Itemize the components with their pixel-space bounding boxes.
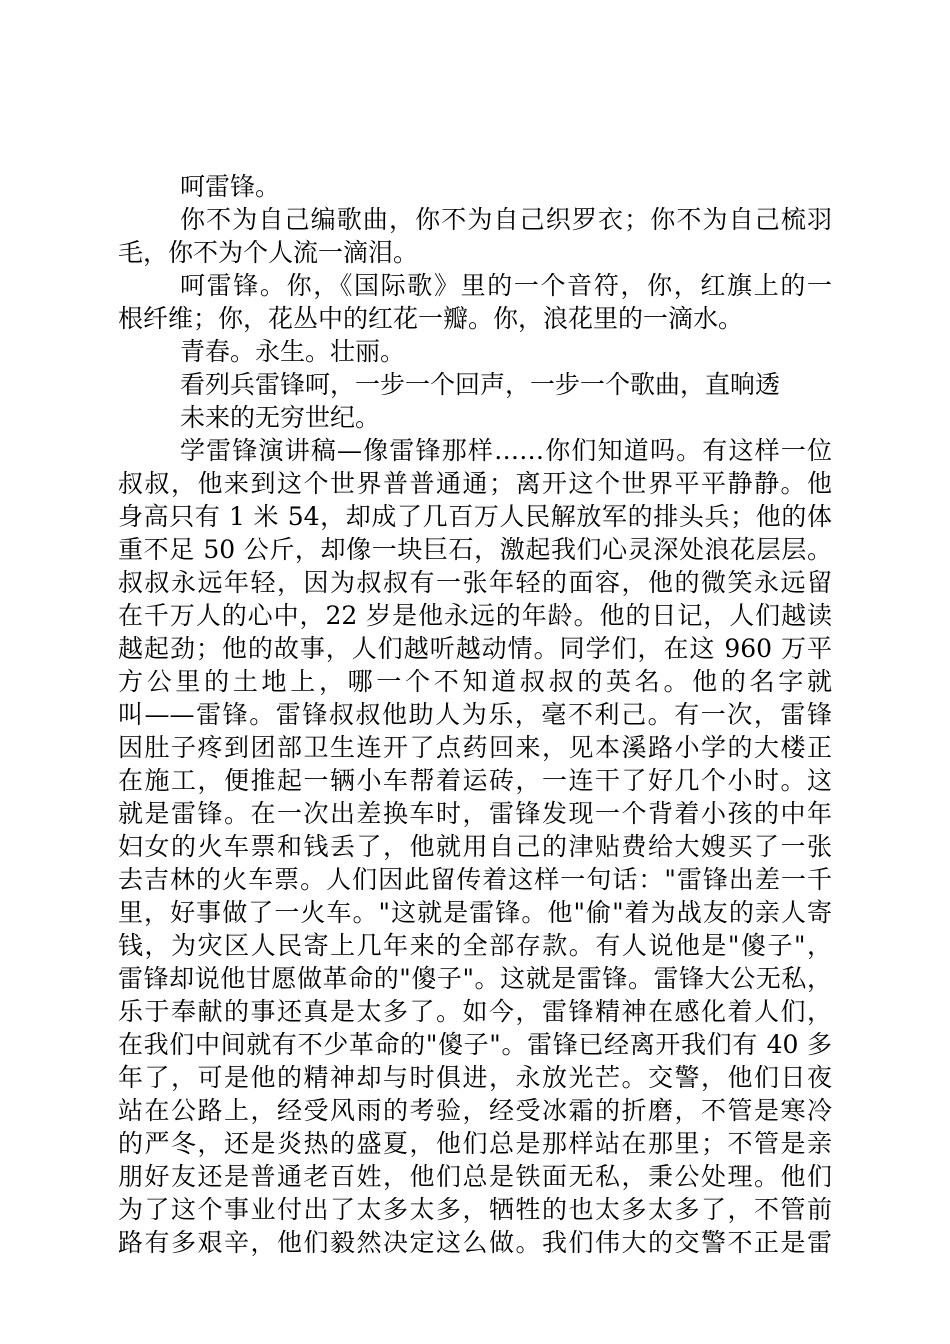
paragraph-line: 去吉林的火车票。人们因此留传着这样一句话："雷锋出差一千	[118, 865, 832, 894]
paragraph-line: 叔叔，他来到这个世界普普通通；离开这个世界平平静静。他	[118, 469, 832, 498]
paragraph-line: 越起劲；他的故事，人们越听越动情。同学们，在这 960 万平	[118, 634, 832, 663]
paragraph-line: 叔叔永远年轻，因为叔叔有一张年轻的面容，他的微笑永远留	[118, 568, 832, 597]
paragraph-line: 妇女的火车票和钱丢了，他就用自己的津贴费给大嫂买了一张	[118, 832, 832, 861]
paragraph-line: 青春。永生。壮丽。	[180, 337, 406, 366]
paragraph-line: 的严冬，还是炎热的盛夏，他们总是那样站在那里；不管是亲	[118, 1129, 832, 1158]
paragraph-line: 未来的无穷世纪。	[180, 403, 381, 432]
paragraph-line: 站在公路上，经受风雨的考验，经受冰霜的折磨，不管是寒冷	[118, 1096, 832, 1125]
paragraph-line: 根纤维；你，花丛中的红花一瓣。你，浪花里的一滴水。	[118, 304, 744, 333]
document-body	[118, 170, 832, 1259]
paragraph-line: 叫——雷锋。雷锋叔叔他助人为乐，毫不利己。有一次，雷锋	[118, 700, 832, 729]
paragraph-line: 重不足 50 公斤，却像一块巨石，激起我们心灵深处浪花层层。	[118, 535, 832, 564]
paragraph-line: 钱，为灾区人民寄上几年来的全部存款。有人说他是"傻子"，	[118, 931, 832, 960]
paragraph-line: 你不为自己编歌曲，你不为自己织罗衣；你不为自己梳羽	[180, 205, 832, 234]
paragraph-line: 方公里的土地上，哪一个不知道叔叔的英名。他的名字就	[118, 667, 832, 696]
paragraph-line: 路有多艰辛，他们毅然决定这么做。我们伟大的交警不正是雷	[118, 1228, 832, 1257]
paragraph-line: 因肚子疼到团部卫生连开了点药回来，见本溪路小学的大楼正	[118, 733, 832, 762]
paragraph-line: 乐于奉献的事还真是太多了。如今，雷锋精神在感化着人们，	[118, 997, 832, 1026]
paragraph-line: 呵雷锋。你，《国际歌》里的一个音符，你，红旗上的一	[180, 271, 832, 300]
paragraph-line: 在千万人的心中，22 岁是他永远的年龄。他的日记，人们越读	[118, 601, 832, 630]
paragraph-line: 朋好友还是普通老百姓，他们总是铁面无私，秉公处理。他们	[118, 1162, 832, 1191]
paragraph-line: 为了这个事业付出了太多太多，牺牲的也太多太多了，不管前	[118, 1195, 832, 1224]
paragraph-line: 毛，你不为个人流一滴泪。	[118, 238, 419, 267]
paragraph-line: 就是雷锋。在一次出差换车时，雷锋发现一个背着小孩的中年	[118, 799, 832, 828]
paragraph-line: 呵雷锋。	[180, 172, 281, 201]
paragraph-line: 年了，可是他的精神却与时俱进，永放光芒。交警，他们日夜	[118, 1063, 832, 1092]
paragraph-line: 学雷锋演讲稿—像雷锋那样……你们知道吗。有这样一位	[180, 436, 832, 465]
paragraph-line: 看列兵雷锋呵，一步一个回声，一步一个歌曲，直晌透	[180, 370, 781, 399]
paragraph-line: 里，好事做了一火车。"这就是雷锋。他"偷"着为战友的亲人寄	[118, 898, 832, 927]
paragraph-line: 身高只有 1 米 54，却成了几百万人民解放军的排头兵；他的体	[118, 502, 832, 531]
paragraph-line: 在施工，便推起一辆小车帮着运砖，一连干了好几个小时。这	[118, 766, 832, 795]
paragraph-line: 在我们中间就有不少革命的"傻子"。雷锋已经离开我们有 40 多	[118, 1030, 832, 1059]
paragraph-line: 雷锋却说他甘愿做革命的"傻子"。这就是雷锋。雷锋大公无私，	[118, 964, 832, 993]
